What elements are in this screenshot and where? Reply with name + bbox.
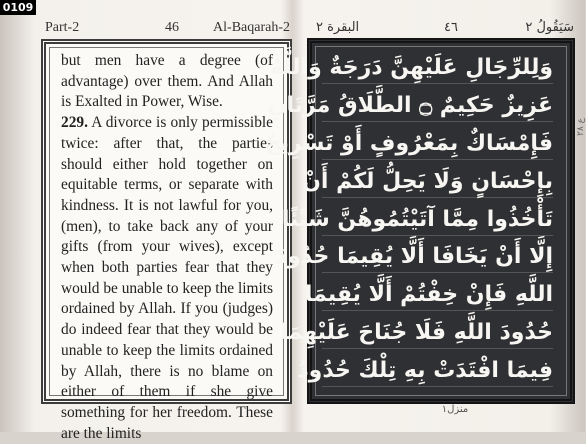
english-text-panel	[41, 39, 292, 442]
page-id-badge: 0109	[0, 0, 36, 15]
arabic-text-panel	[264, 38, 575, 404]
arabic-line: بِإِحْسَانٍ وَلَا يَحِلُّ لَكُمْ أَنْ	[322, 166, 553, 198]
arabic-line: فِيمَا افْتَدَتْ بِهِ تِلْكَ حُدُودُ	[322, 355, 553, 387]
arabic-header-right: سَيَقُولُ ٢	[525, 20, 574, 35]
manzil-footer: منزل١	[441, 404, 469, 415]
arabic-line: عَزِيزٌ حَكِيمٌ ۝ الطَّلَاقُ مَرَّتَانِ	[322, 90, 553, 122]
arabic-line: وَلِلرِّجَالِ عَلَيْهِنَّ دَرَجَةٌ وَاللَّهُ	[322, 52, 553, 84]
arabic-text	[264, 52, 553, 387]
verse-229-paragraph: 229. A divorce is only permissible twice: after that, the parties should either hold together on equitable terms, or separate with kindness. It is not lawful for you, (men), to take back any of your gifts (from your wives), except when both parties fear that they would be unable to keep the limits ordained by Allah. If you (judges) do indeed fear that they would be unable to keep the limits ordained by Allah, there is no blame on either of them if she give something for her freedom. These are the limits	[61, 114, 274, 442]
arabic-line: حُدُودَ اللَّهِ فَلَا جُنَاحَ عَلَيْهِمَا	[322, 317, 553, 349]
page-number: 46	[165, 20, 179, 35]
arabic-line: تَأْخُذُوا مِمَّا آتَيْتُمُوهُنَّ شَيْئًا	[322, 204, 553, 236]
paragraph-continuation: but men have a degree (of advantage) over them. And Allah is Exalted in Power, Wise.	[61, 52, 273, 111]
arabic-header-left: البقرة ٢	[316, 20, 360, 35]
arabic-line: فَإِمْسَاكٌ بِمَعْرُوفٍ أَوْ تَسْرِيحٌ	[322, 128, 553, 160]
left-page-header	[45, 20, 290, 38]
part-label: Part-2	[45, 20, 80, 35]
right-page-header	[316, 20, 574, 38]
ruku-marker: ع ٢٨	[576, 118, 586, 136]
arabic-page-number: ٤٦	[444, 20, 458, 35]
surah-label: Al-Baqarah-2	[213, 20, 290, 35]
verse-number: 229.	[61, 114, 88, 132]
arabic-line: اللَّهِ فَإِنْ خِفْتُمْ أَلَّا يُقِيمَا	[322, 279, 553, 311]
arabic-line: إِلَّا أَنْ يَخَافَا أَلَّا يُقِيمَا حُدُودَ	[322, 241, 553, 273]
english-text	[61, 51, 273, 444]
